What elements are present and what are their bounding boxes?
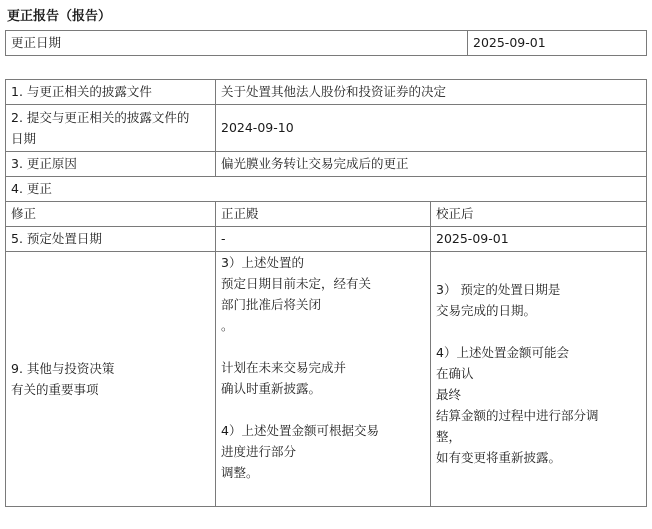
planned-disposal-date-after: 2025-09-01: [431, 227, 647, 252]
planned-disposal-date-before: -: [216, 227, 431, 252]
correction-section-label: 4. 更正: [6, 177, 647, 202]
table-row: [6, 80, 647, 105]
other-matters-after-line: 4）上述处置金额可能会: [436, 345, 569, 360]
other-matters-before-line: 。: [221, 318, 234, 333]
table-row: [6, 152, 647, 177]
other-matters-after-line: 3） 预定的处置日期是: [436, 282, 561, 297]
other-matters-after-line: 如有变更将重新披露。: [436, 450, 562, 465]
table-row: [6, 177, 647, 202]
table-row: [6, 105, 647, 152]
other-matters-after-line: 交易完成的日期。: [436, 303, 537, 318]
other-matters-before-line: 3）上述处置的: [221, 255, 304, 270]
submit-date-label: [6, 105, 216, 152]
disclosure-doc-label: 1. 与更正相关的披露文件: [6, 80, 216, 105]
submit-date-label-line2: 日期: [11, 131, 37, 146]
other-matters-label-line2: 有关的重要事项: [11, 382, 99, 397]
column-header-before: 正正殿: [216, 202, 431, 227]
table-row: [6, 227, 647, 252]
other-matters-after: [431, 252, 647, 507]
column-header-after: 校正后: [431, 202, 647, 227]
table-row: [6, 202, 647, 227]
other-matters-before-line: 进度进行部分: [221, 444, 297, 459]
correction-date-label: 更正日期: [6, 31, 468, 56]
other-matters-before-line: 调整。: [221, 465, 259, 480]
other-matters-before-line: 确认时重新披露。: [221, 381, 322, 396]
correction-detail-table: [5, 79, 647, 507]
disclosure-doc-value: 关于处置其他法人股份和投资证券的决定: [216, 80, 647, 105]
other-matters-before-line: 部门批准后将关闭: [221, 297, 322, 312]
other-matters-before-line: [221, 399, 425, 420]
table-row: [6, 31, 647, 56]
column-header-item: 修正: [6, 202, 216, 227]
other-matters-after-line: [436, 321, 641, 342]
correction-reason-value: 偏光膜业务转让交易完成后的更正: [216, 152, 647, 177]
page-title: 更正报告（报告）: [7, 9, 112, 24]
other-matters-after-line: 整，: [436, 429, 462, 444]
other-matters-after-line: 在确认: [436, 366, 474, 381]
other-matters-label: [6, 252, 216, 507]
correction-date-table: [5, 30, 647, 56]
other-matters-before-line: [221, 336, 425, 357]
other-matters-before-line: 预定日期目前未定，经有关: [221, 276, 372, 291]
other-matters-after-line: 最终: [436, 387, 462, 402]
other-matters-label-line1: 9. 其他与投资决策: [11, 361, 115, 376]
other-matters-before-line: 计划在未来交易完成并: [221, 360, 347, 375]
other-matters-before: [216, 252, 431, 507]
other-matters-after-line: 结算金额的过程中进行部分调: [436, 408, 599, 423]
submit-date-value: 2024-09-10: [216, 105, 647, 152]
submit-date-label-line1: 2. 提交与更正相关的披露文件的: [11, 110, 190, 125]
other-matters-after-line: [436, 258, 641, 279]
other-matters-before-line: 4）上述处置金额可根据交易: [221, 423, 379, 438]
table-row: [6, 252, 647, 507]
planned-disposal-date-label: 5. 预定处置日期: [6, 227, 216, 252]
correction-date-value: 2025-09-01: [468, 31, 647, 56]
correction-reason-label: 3. 更正原因: [6, 152, 216, 177]
